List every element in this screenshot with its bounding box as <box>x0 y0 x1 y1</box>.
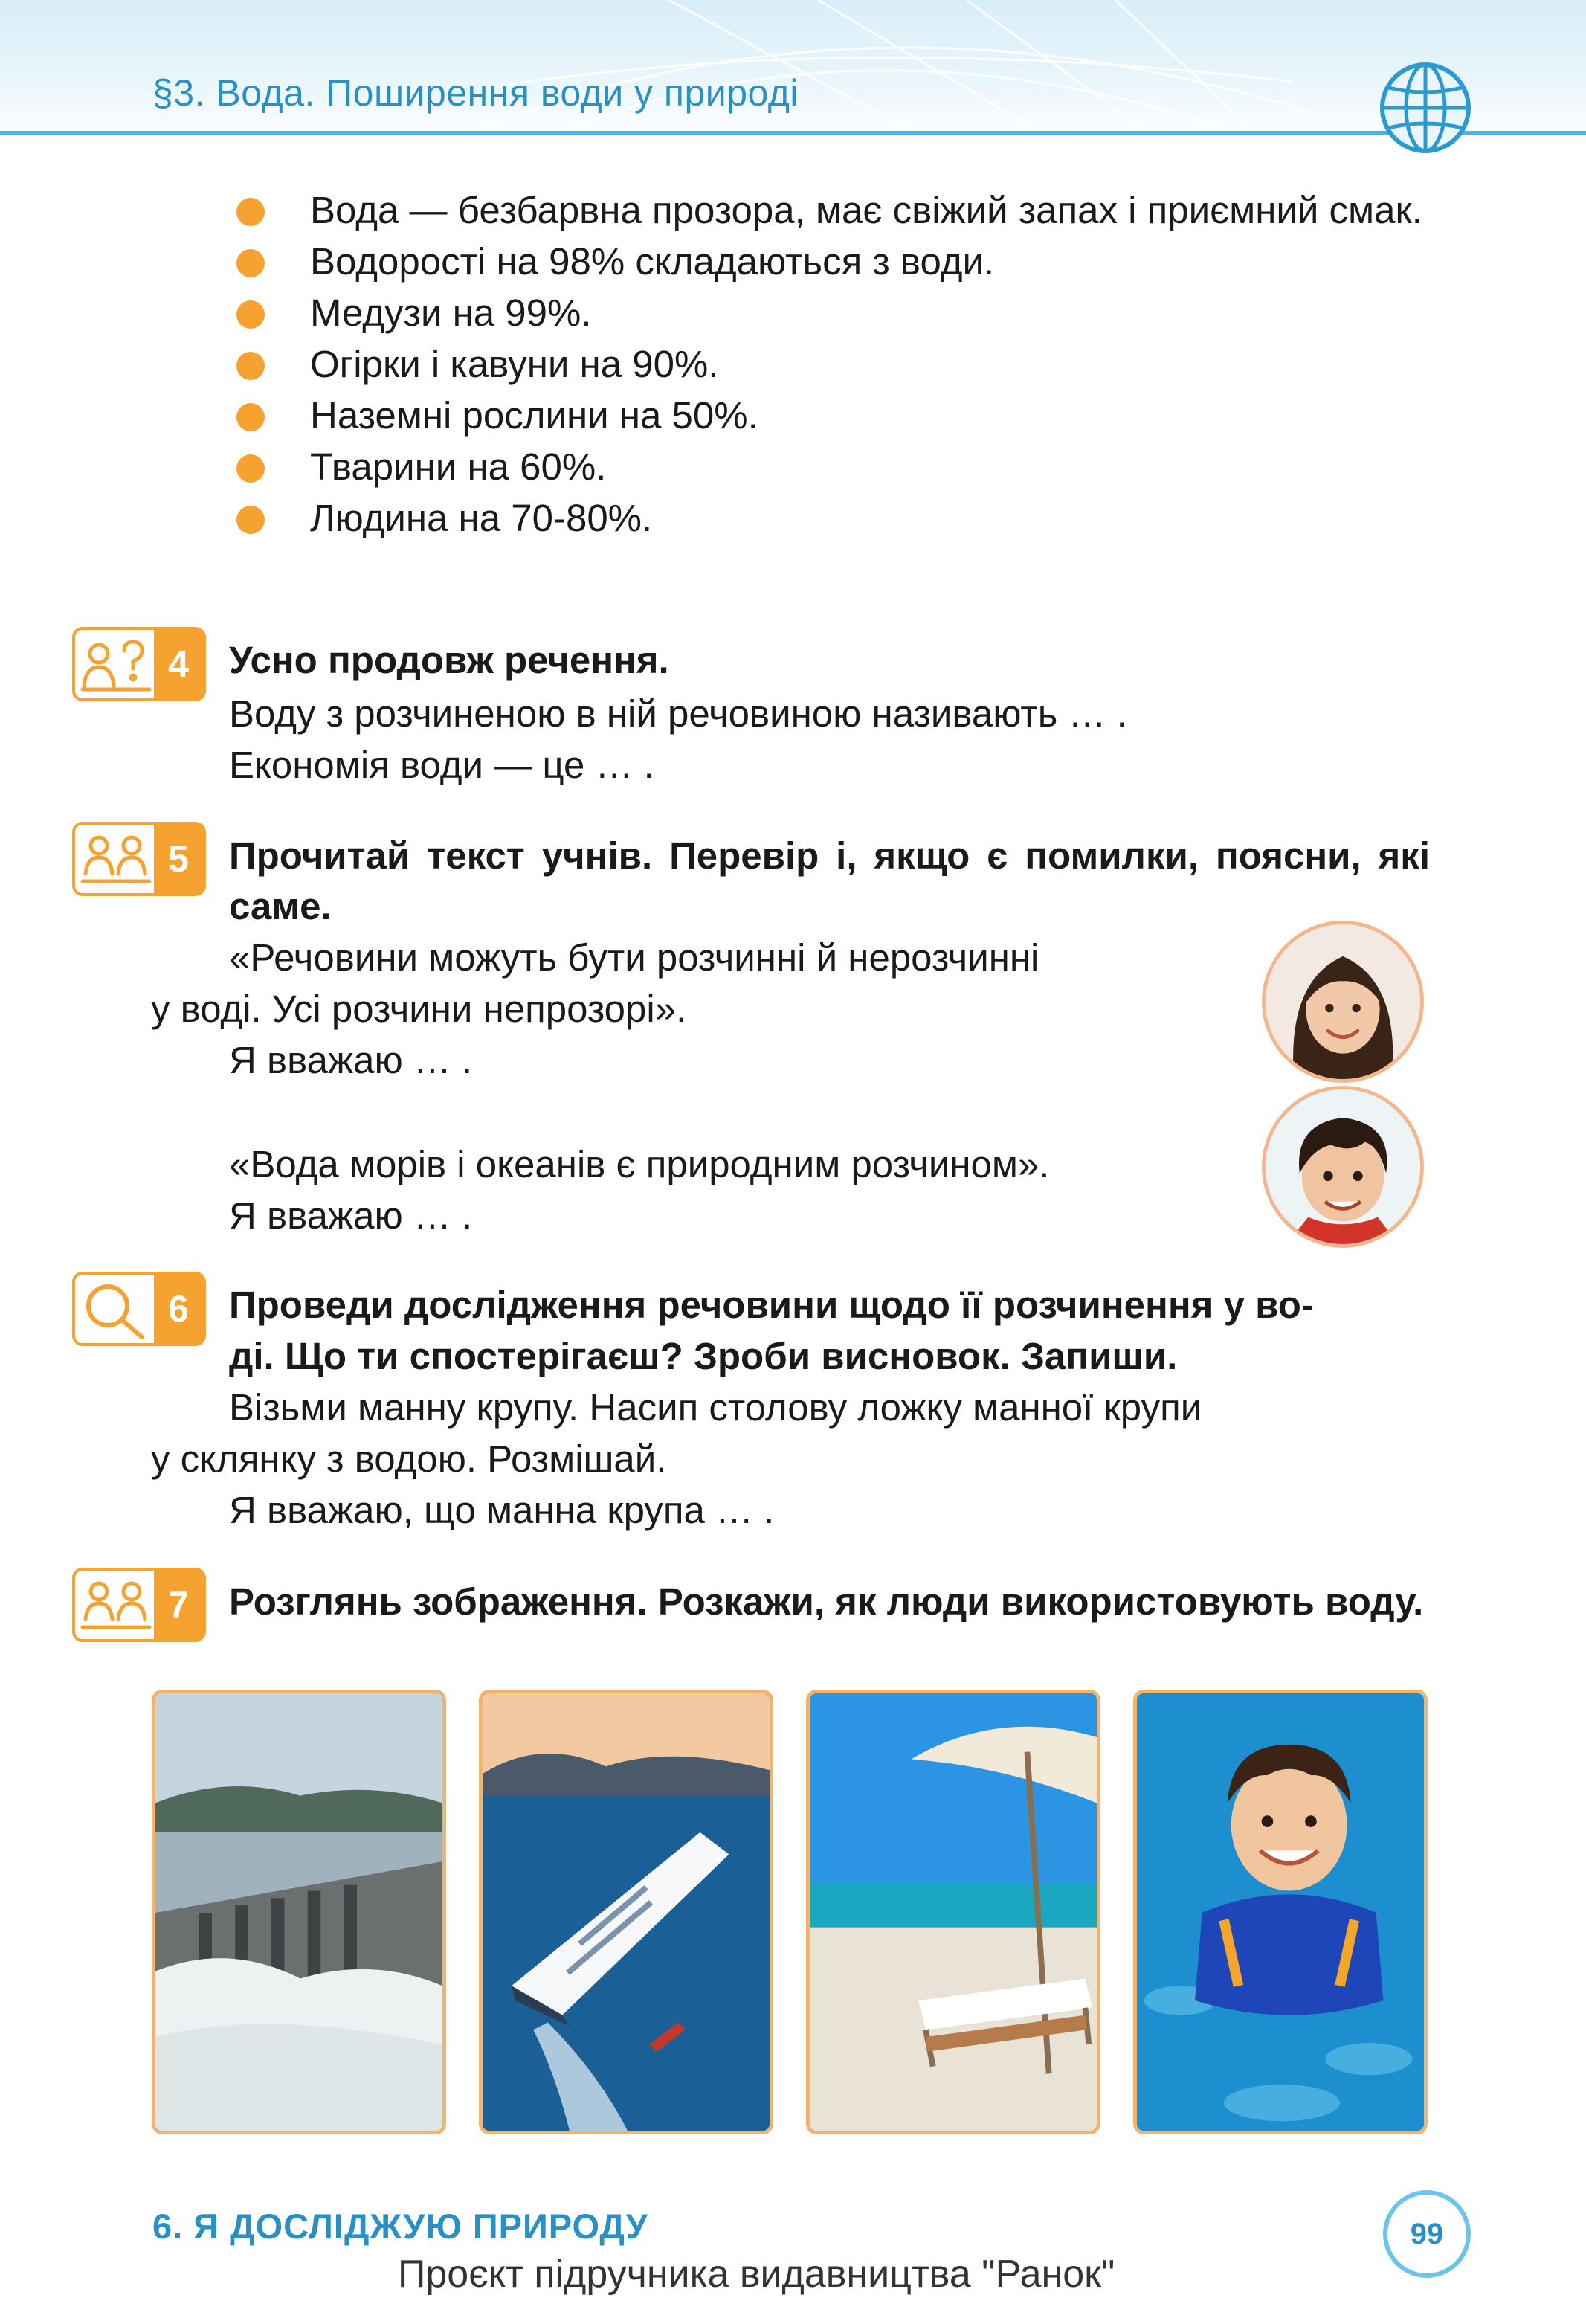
task-5-quote-2: «Вода морів і океанів є природним розчином». <box>229 1143 1050 1185</box>
dam-photo <box>152 1690 446 2134</box>
bullet-dot <box>236 249 265 277</box>
task-6-text-line-1: Візьми манну крупу. Насип столову ложку манної крупи <box>229 1386 1202 1429</box>
bullet-dot <box>236 403 265 431</box>
task-6-title-line-1: Проведи дослідження речовини щодо її розчинення у во- <box>229 1284 1314 1326</box>
task-7-title: Розглянь зображення. Розкажи, як люди використовують воду. <box>229 1580 1424 1623</box>
task-7-badge <box>72 1568 206 1642</box>
bullet-dot <box>236 454 265 483</box>
task-number: 5 <box>154 825 203 893</box>
task-number: 4 <box>154 630 203 698</box>
cruise-ship-photo <box>479 1690 773 2134</box>
task-5-answer-1: Я вважаю … . <box>229 1039 473 1081</box>
magnifier-icon <box>80 1279 154 1343</box>
task-5-badge <box>72 822 206 896</box>
task-6-badge <box>72 1272 206 1346</box>
task-5-answer-2: Я вважаю … . <box>229 1194 473 1237</box>
task-number: 6 <box>154 1275 203 1343</box>
task-5-quote-1-line-2: у воді. Усі розчини непрозорі». <box>151 988 687 1030</box>
globe-icon <box>1377 59 1474 156</box>
publisher-note: Проєкт підручника видавництва "Ранок" <box>398 2253 1115 2296</box>
swimming-boy-photo <box>1133 1690 1428 2134</box>
beach-umbrella-photo <box>806 1690 1100 2134</box>
task-6-title-line-2: ді. Що ти спостерігаєш? Зроби висновок. Запиши. <box>229 1335 1178 1377</box>
task-6-text-line-2: у склянку з водою. Розмішай. <box>151 1438 667 1480</box>
facts-list <box>223 184 1435 544</box>
task-5-quote-1-line-1: «Речовини можуть бути розчинні й нерозчинні <box>229 936 1039 979</box>
task-4-badge <box>72 627 206 701</box>
list-item: Огірки і кавуни на 90%. <box>223 338 1435 390</box>
task-4-line-2: Економія води — це … . <box>229 744 654 786</box>
task-6-text-line-3: Я вважаю, що манна крупа … . <box>229 1489 775 1531</box>
list-item: Водорості на 98% складаються з води. <box>223 236 1435 287</box>
list-item: Вода — безбарвна прозора, має свіжий запах і приємний смак. <box>223 184 1435 236</box>
list-item: Наземні рослини на 50%. <box>223 390 1435 441</box>
page-number: 99 <box>1383 2190 1471 2278</box>
girl-avatar <box>1262 921 1424 1083</box>
task-5-title: Прочитай текст учнів. Перевір і, якщо є помилки, поясни, які саме. <box>229 834 1430 927</box>
pair-work-icon <box>80 829 154 893</box>
pair-work-icon <box>80 1575 154 1639</box>
task-4-title: Усно продовж речення. <box>229 639 669 681</box>
bullet-dot <box>236 352 265 380</box>
task-4-line-1: Воду з розчиненою в ній речовиною називають … . <box>229 692 1127 735</box>
chapter-title: 6. Я ДОСЛІДЖУЮ ПРИРОДУ <box>152 2206 648 2246</box>
list-item: Тварини на 60%. <box>223 441 1435 492</box>
bullet-dot <box>236 198 265 226</box>
list-item: Медузи на 99%. <box>223 287 1435 338</box>
header-rule <box>0 131 1586 135</box>
boy-avatar <box>1262 1086 1424 1248</box>
header-decoration <box>0 0 1586 141</box>
list-item: Людина на 70-80%. <box>223 492 1435 544</box>
bullet-dot <box>236 300 265 329</box>
bullet-dot <box>236 506 265 534</box>
section-title: §3. Вода. Поширення води у природі <box>152 72 799 114</box>
question-person-icon <box>80 634 154 698</box>
task-number: 7 <box>154 1571 203 1639</box>
